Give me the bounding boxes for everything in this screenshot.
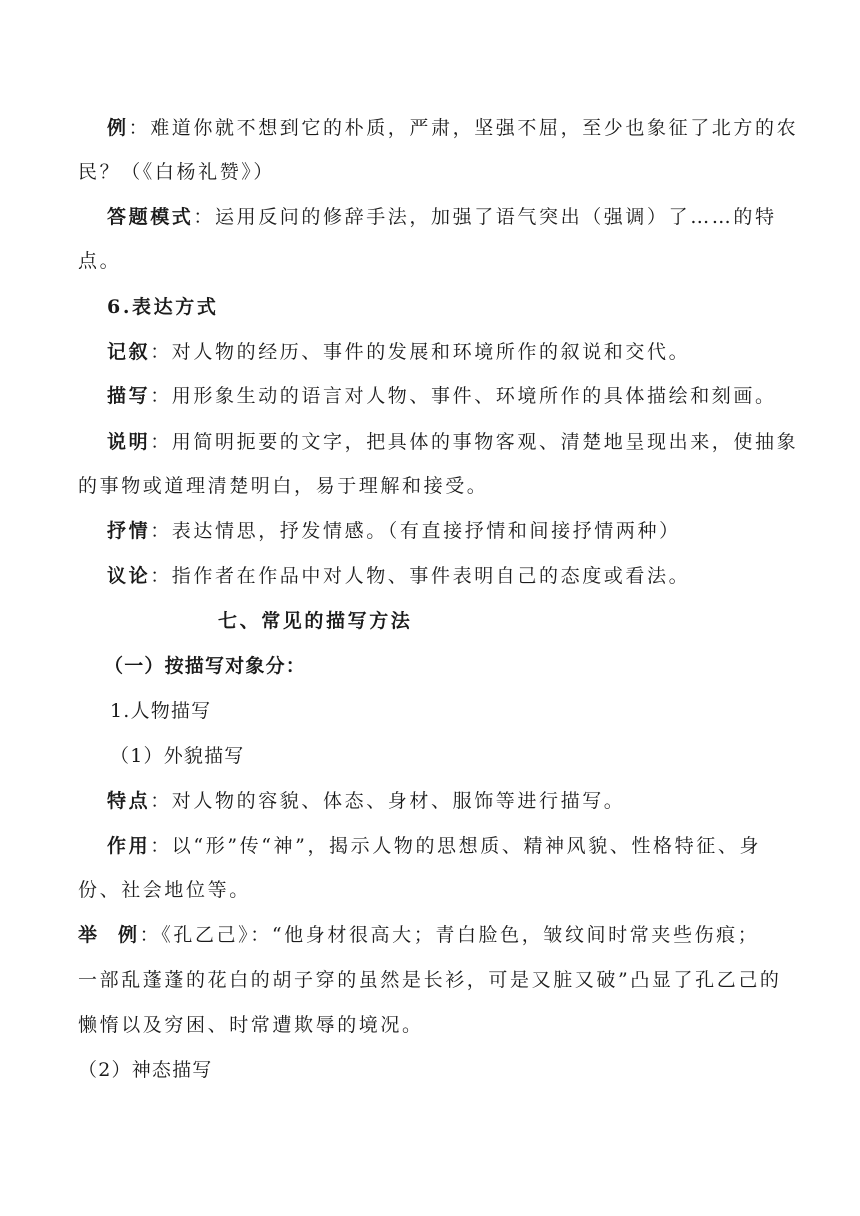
answer-model-line [107,205,777,229]
example-quote-continuation: 一部乱蓬蓬的花白的胡子穿的虽然是长衫，可是又脏又破”凸显了孔乙己的 [78,969,782,991]
example-quote-line [78,923,759,947]
item-appearance-description: （1）外貌描写 [110,745,245,767]
exposition-label: 说明 [107,431,151,453]
example-quote-continuation: 懒惰以及穷困、时常遭欺辱的境况。 [78,1014,424,1036]
exposition-text: ：用简明扼要的文字，把具体的事物客观、清楚地呈现出来，使抽象 [150,431,799,453]
answer-model-text: ：运用反问的修辞手法，加强了语气突出（强调）了……的特 [193,206,777,228]
function-line [107,834,761,858]
argument-definition [107,564,690,588]
section-6-heading: 6.表达方式 [107,296,219,318]
narration-definition [107,340,690,364]
function-label: 作用 [107,835,151,857]
subsection-1-title: （一）按描写对象分： [104,655,307,677]
narration-label: 记叙 [107,341,151,363]
description-label: 描写 [107,385,151,407]
item-expression-description: （2）神态描写 [78,1059,213,1081]
argument-label: 议论 [107,565,151,587]
lyric-text: ：表达情思，抒发情感。（有直接抒情和间接抒情两种） [150,520,681,542]
example-quote-text: ：《孔乙己》：“他身材很高大；青白脸色，皱纹间时常夹些伤痕； [139,924,760,946]
description-text: ：用形象生动的语言对人物、事件、环境所作的具体描绘和刻画。 [150,385,777,407]
description-definition [107,384,777,408]
answer-model-continuation: 点。 [78,250,122,272]
lyric-label: 抒情 [107,520,151,542]
feature-text: ：对人物的容貌、体态、身材、服饰等进行描写。 [150,790,626,812]
example-line [107,116,798,140]
function-text: ：以“形”传“神”，揭示人物的思想质、精神风貌、性格特征、身 [150,835,762,857]
example-text: ：难道你就不想到它的朴质，严肃，坚强不屈，至少也象征了北方的农 [128,117,799,139]
section-7-title: 七、常见的描写方法 [218,610,413,632]
example-quote-label: 举 例 [78,924,140,946]
narration-text: ：对人物的经历、事件的发展和环境所作的叙说和交代。 [150,341,691,363]
feature-line [107,789,625,813]
function-continuation: 份、社会地位等。 [78,879,251,901]
example-label: 例 [107,117,129,139]
exposition-continuation: 的事物或道理清楚明白，易于理解和接受。 [78,475,489,497]
item-character-description: 1.人物描写 [110,700,212,722]
argument-text: ：指作者在作品中对人物、事件表明自己的态度或看法。 [150,565,691,587]
answer-model-label: 答题模式 [107,206,194,228]
example-continuation: 民？（《白杨礼赞》） [78,161,276,183]
feature-label: 特点 [107,790,151,812]
lyric-definition [107,519,681,543]
exposition-definition [107,430,798,454]
